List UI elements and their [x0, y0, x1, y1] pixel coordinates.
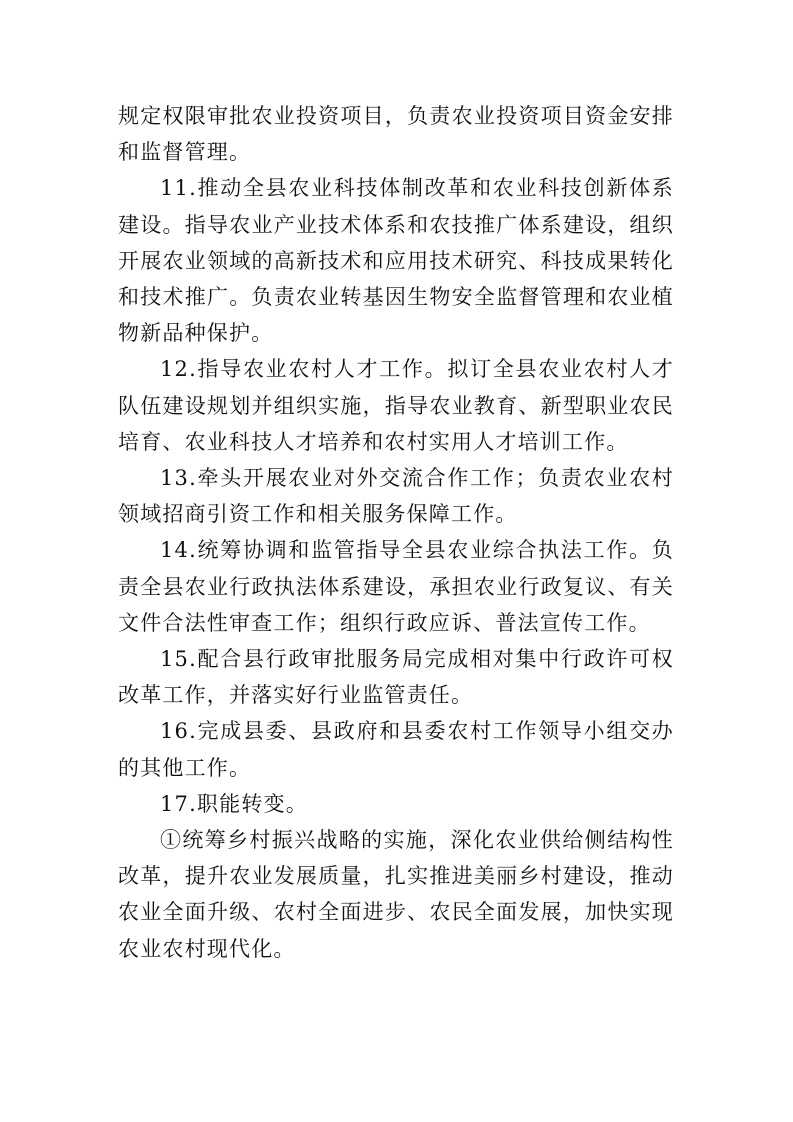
paragraph-item-12: 12.指导农业农村人才工作。拟订全县农业农村人才队伍建设规划并组织实施，指导农业教育、新型职业农民培育、农业科技人才培养和农村实用人才培训工作。 [118, 357, 674, 454]
paragraph-item-13: 13.牵头开展农业对外交流合作工作；负责农业农村领域招商引资工作和相关服务保障工作。 [118, 466, 674, 527]
paragraph-continued: 规定权限审批农业投资项目，负责农业投资项目资金安排和监督管理。 [118, 104, 674, 165]
paragraph-item-11: 11.推动全县农业科技体制改革和农业科技创新体系建设。指导农业产业技术体系和农技推广体系建设，组织开展农业领域的高新技术和应用技术研究、科技成果转化和技术推广。负责农业转基因生物安全监督管理和农业植物新品种保护。 [118, 176, 674, 346]
paragraph-item-17-sub-1: ①统筹乡村振兴战略的实施，深化农业供给侧结构性改革，提升农业发展质量，扎实推进美丽乡村建设，推动农业全面升级、农村全面进步、农民全面发展，加快实现农业农村现代化。 [118, 828, 674, 961]
paragraph-item-15: 15.配合县行政审批服务局完成相对集中行政许可权改革工作，并落实好行业监管责任。 [118, 647, 674, 708]
paragraph-item-14: 14.统筹协调和监管指导全县农业综合执法工作。负责全县农业行政执法体系建设，承担农业行政复议、有关文件合法性审查工作；组织行政应诉、普法宣传工作。 [118, 538, 674, 635]
document-page [118, 98, 674, 967]
paragraph-item-17: 17.职能转变。 [160, 791, 308, 816]
paragraph-item-16: 16.完成县委、县政府和县委农村工作领导小组交办的其他工作。 [118, 719, 674, 780]
